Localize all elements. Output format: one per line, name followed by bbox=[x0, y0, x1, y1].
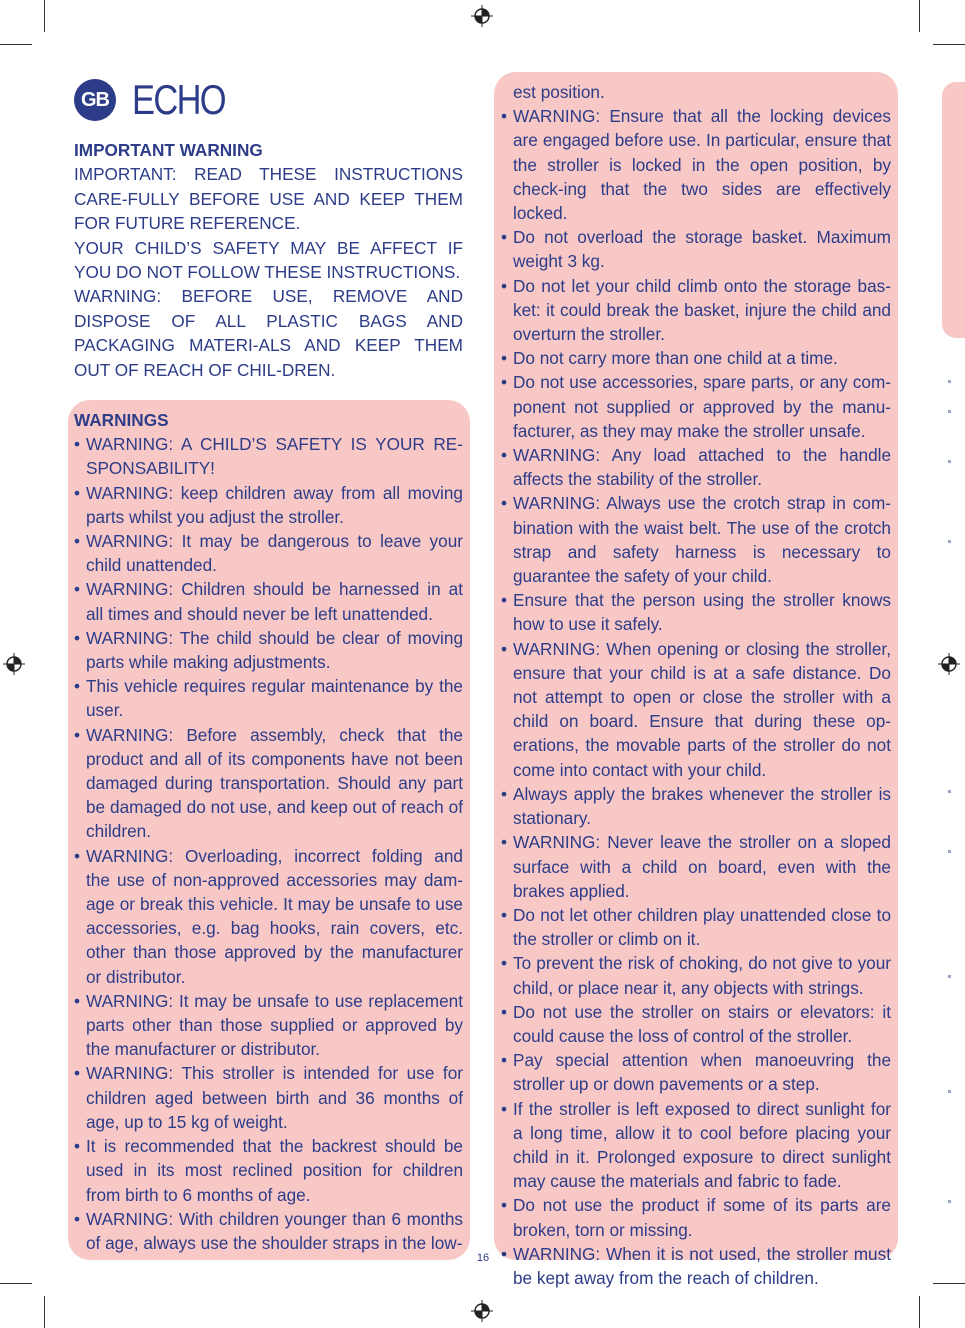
list-item: • Pay special attention when manoeuvring the stroller up or down pavements or a step. bbox=[501, 1048, 891, 1096]
list-item: • Do not let other children play unattended close to the stroller or climb on it. bbox=[501, 903, 891, 951]
crop-mark bbox=[0, 1283, 32, 1284]
list-item: • WARNING: A CHILD’S SAFETY IS YOUR RE-SPONSABILITY! bbox=[74, 432, 463, 480]
important-paragraph: WARNING: BEFORE USE, REMOVE AND DISPOSE OF ALL PLASTIC BAGS AND PACKAGING MATERI-ALS AND KEEP THEM OUT OF REACH OF CHIL-DREN. bbox=[74, 286, 463, 380]
list-item: • If the stroller is left exposed to direct sunlight for a long time, allow it to cool before placing your child in it. Prolonged exposure to direct sunlight may cause the materials and fabric to fade. bbox=[501, 1097, 891, 1194]
list-item: • Do not use the product if some of its parts are broken, torn or missing. bbox=[501, 1193, 891, 1241]
list-item: • WARNING: When it is not used, the stroller must be kept away from the reach of children. bbox=[501, 1242, 891, 1290]
crop-mark bbox=[44, 1296, 45, 1328]
list-item: • Do not use the stroller on stairs or elevators: it could cause the loss of control of the stroller. bbox=[501, 1000, 891, 1048]
list-item: • WARNING: The child should be clear of moving parts while making adjustments. bbox=[74, 626, 463, 674]
list-item: • Do not let your child climb onto the storage bas-ket: it could break the basket, injure the child and overturn the stroller. bbox=[501, 274, 891, 347]
list-item: • WARNING: Always use the crotch strap in com-bination with the waist belt. The use of the crotch strap and safety harness is necessary to guarantee the safety of your child. bbox=[501, 491, 891, 588]
registration-mark-icon bbox=[3, 653, 25, 675]
bleed-mark bbox=[948, 380, 951, 383]
important-paragraph: YOUR CHILD’S SAFETY MAY BE AFFECT IF YOU DO NOT FOLLOW THESE INSTRUCTIONS. bbox=[74, 237, 463, 283]
list-item: • Always apply the brakes whenever the stroller is stationary. bbox=[501, 782, 891, 830]
list-item: • WARNING: Children should be harnessed in at all times and should never be left unattended. bbox=[74, 577, 463, 625]
bleed-mark bbox=[948, 975, 951, 978]
crop-mark bbox=[0, 44, 32, 45]
product-title: ECHO bbox=[132, 76, 225, 123]
list-item: • Do not overload the storage basket. Maximum weight 3 kg. bbox=[501, 225, 891, 273]
page-header bbox=[74, 78, 245, 122]
bleed-mark bbox=[948, 460, 951, 463]
important-heading: IMPORTANT WARNING bbox=[74, 140, 263, 160]
list-item: • Ensure that the person using the stroller knows how to use it safely. bbox=[501, 588, 891, 636]
registration-mark-icon bbox=[471, 1300, 493, 1322]
list-item: • WARNING: It may be unsafe to use replacement parts other than those supplied or approved by the manufacturer or distributor. bbox=[74, 989, 463, 1062]
list-item: • Do not use accessories, spare parts, or any com-ponent not supplied or approved by the manu-facturer, as they may make the stroller unsafe. bbox=[501, 370, 891, 443]
important-paragraph: IMPORTANT: READ THESE INSTRUCTIONS CARE-FULLY BEFORE USE AND KEEP THEM FOR FUTURE REFERENCE. bbox=[74, 164, 463, 234]
crop-mark bbox=[933, 44, 965, 45]
bleed-mark bbox=[948, 1090, 951, 1093]
language-badge: GB bbox=[74, 79, 116, 121]
list-item: • Do not carry more than one child at a time. bbox=[501, 346, 891, 370]
bleed-mark bbox=[948, 790, 951, 793]
bleed-mark bbox=[948, 540, 951, 543]
crop-mark bbox=[919, 1296, 920, 1328]
warnings-heading: WARNINGS bbox=[74, 410, 169, 430]
page-number: 16 bbox=[476, 1252, 490, 1264]
warnings-list-right bbox=[501, 80, 891, 1290]
bleed-mark bbox=[948, 410, 951, 413]
crop-mark bbox=[933, 1283, 965, 1284]
list-item: • WARNING: Before assembly, check that the product and all of its components have not been damaged during transportation. Should any part be damaged do not use, and keep out of reach of children. bbox=[74, 723, 463, 844]
crop-mark bbox=[44, 0, 45, 32]
crop-mark bbox=[919, 0, 920, 32]
bleed-mark bbox=[948, 850, 951, 853]
list-item: • WARNING: When opening or closing the stroller, ensure that your child is at a safe distance. Do not attempt to open or close the stroller with a child on board. Ensure that during these op-erations, the movable parts of the stroller do not come into contact with your child. bbox=[501, 637, 891, 782]
list-item: • WARNING: Never leave the stroller on a sloped surface with a child on board, even with the brakes applied. bbox=[501, 830, 891, 903]
list-item: • It is recommended that the backrest should be used in its most reclined position for children from birth to 6 months of age. bbox=[74, 1134, 463, 1207]
next-page-edge bbox=[942, 82, 965, 338]
list-item-continuation: est position. bbox=[513, 82, 605, 102]
registration-mark-icon bbox=[471, 5, 493, 27]
important-warning-section bbox=[74, 138, 463, 382]
list-item: • This vehicle requires regular maintenance by the user. bbox=[74, 674, 463, 722]
list-item: • WARNING: With children younger than 6 months of age, always use the shoulder straps in the low- bbox=[74, 1207, 463, 1255]
list-item: • To prevent the risk of choking, do not give to your child, or place near it, any objects with strings. bbox=[501, 951, 891, 999]
bleed-mark bbox=[948, 1200, 951, 1203]
list-item: • WARNING: Ensure that all the locking devices are engaged before use. In particular, ensure that the stroller is locked in the open position, by check-ing that the two sides are effectively locked. bbox=[501, 104, 891, 225]
warnings-list-left bbox=[74, 408, 463, 1255]
list-item: • WARNING: keep children away from all moving parts whilst you adjust the stroller. bbox=[74, 481, 463, 529]
list-item: • WARNING: It may be dangerous to leave your child unattended. bbox=[74, 529, 463, 577]
registration-mark-icon bbox=[938, 653, 960, 675]
list-item: • WARNING: Overloading, incorrect folding and the use of non-approved accessories may dam-age or break this vehicle. It may be unsafe to use accessories, e.g. bag hooks, rain covers, etc. other than those approved by the manufacturer or distributor. bbox=[74, 844, 463, 989]
list-item: • WARNING: This stroller is intended for use for children aged between birth and 36 months of age, up to 15 kg of weight. bbox=[74, 1061, 463, 1134]
list-item: • WARNING: Any load attached to the handle affects the stability of the stroller. bbox=[501, 443, 891, 491]
